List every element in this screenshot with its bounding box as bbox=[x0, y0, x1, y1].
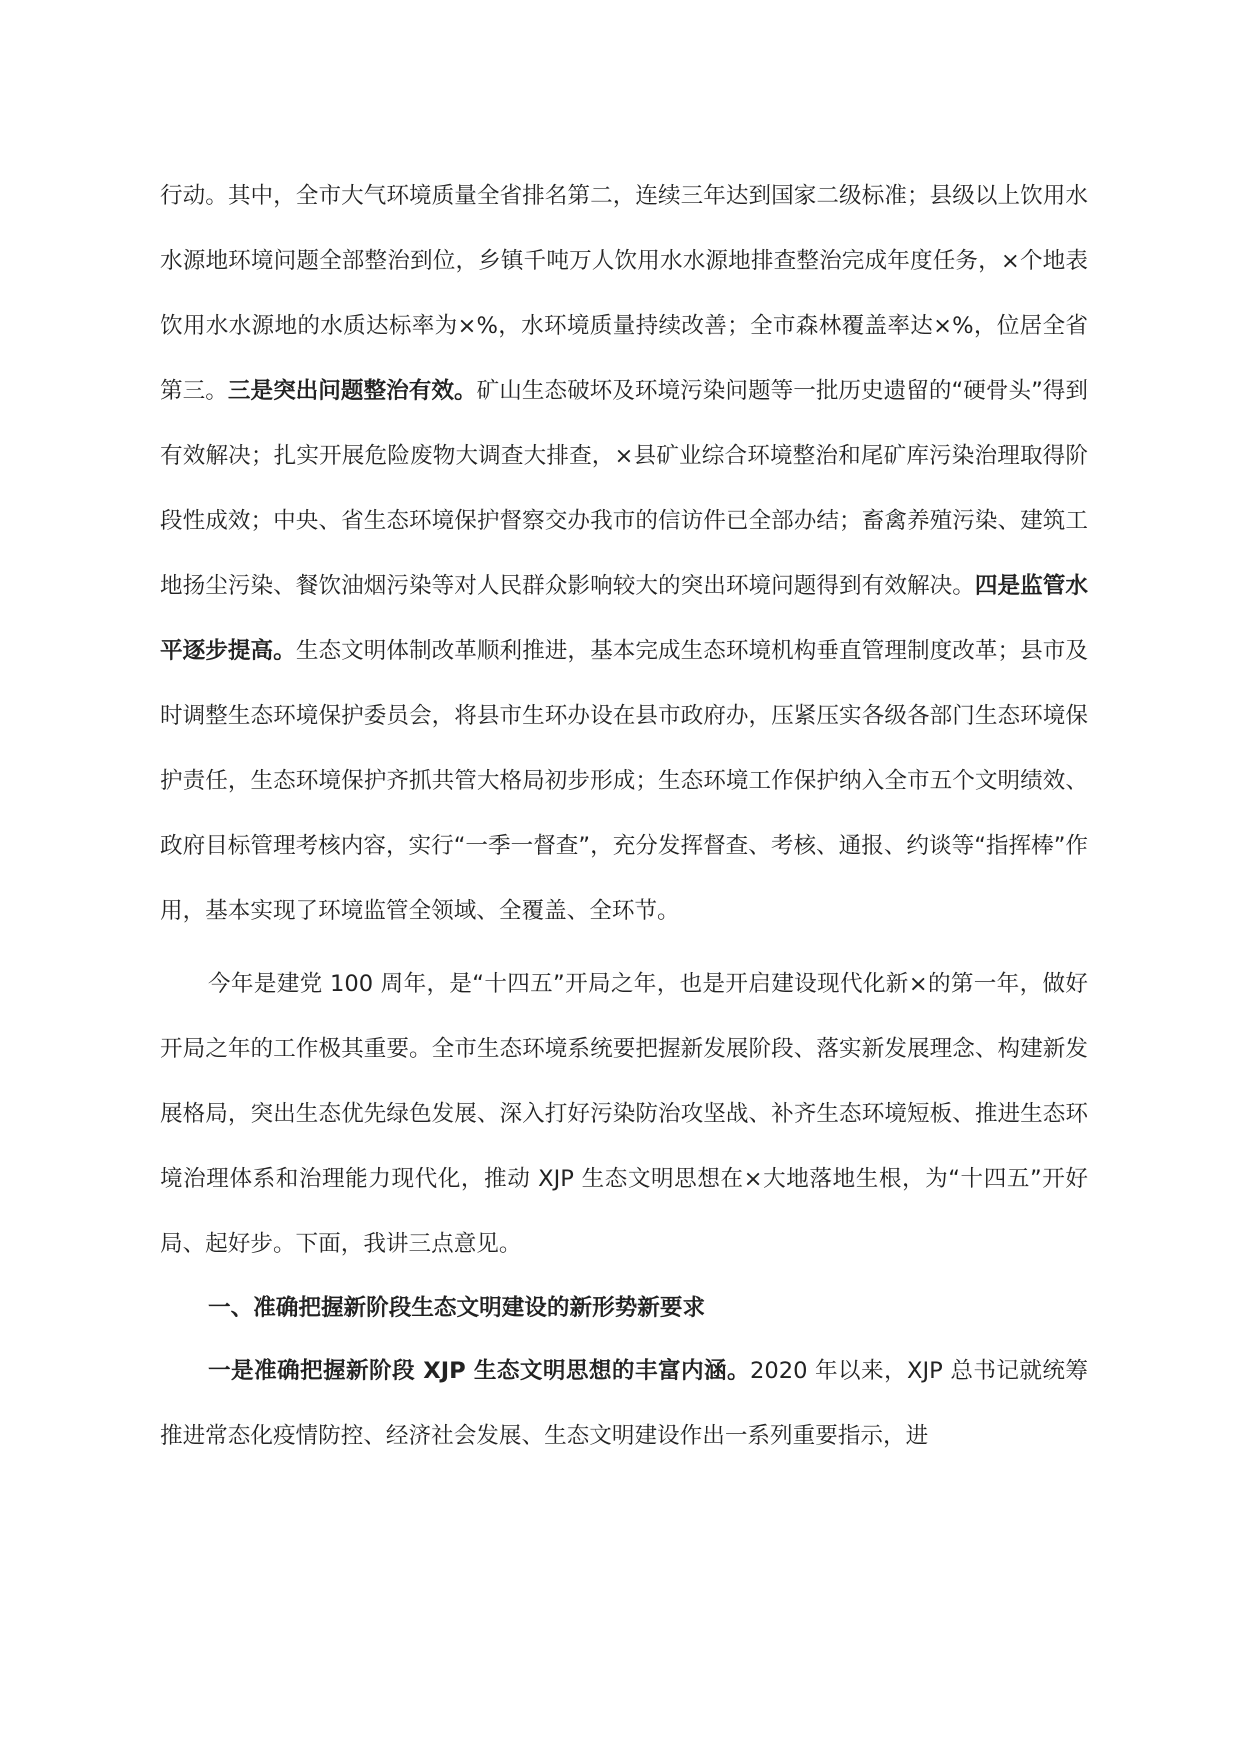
document-page bbox=[160, 164, 1088, 1469]
bold-lead-problem-rectification: 三是突出问题整治有效。 bbox=[227, 378, 477, 404]
bold-lead-understand-thought: 一是准确把握新阶段 XJP 生态文明思想的丰富内涵。 bbox=[208, 1358, 750, 1384]
paragraph-text: 2020 年以来，XJP 总书记就统筹推进常态化疫情防控、经济社会发展、生态文明建设作出一系列重要指示，进 bbox=[160, 1358, 1088, 1449]
paragraph-section-1-point-1 bbox=[160, 1339, 1088, 1469]
paragraph-progress-summary bbox=[160, 164, 1088, 944]
paragraph-text: 生态文明体制改革顺利推进，基本完成生态环境机构垂直管理制度改革；县市及时调整生态环境保护委员会，将县市生环办设在县市政府办，压紧压实各级各部门生态环境保护责任，生态环境保护齐抓共管大格局初步形成；生态环境工作保护纳入全市五个文明绩效、政府目标管理考核内容，实行“一季一督查”，充分发挥督查、考核、通报、约谈等“指挥棒”作用，基本实现了环境监管全领域、全覆盖、全环节。 bbox=[160, 638, 1089, 924]
section-heading-1: 一、准确把握新阶段生态文明建设的新形势新要求 bbox=[208, 1295, 706, 1321]
paragraph-this-year: 今年是建党 100 周年，是“十四五”开局之年，也是开启建设现代化新×的第一年，做好开局之年的工作极其重要。全市生态环境系统要把握新发展阶段、落实新发展理念、构建新发展格局，突出生态优先绿色发展、深入打好污染防治攻坚战、补齐生态环境短板、推进生态环境治理体系和治理能力现代化，推动 XJP 生态文明思想在×大地落地生根，为“十四五”开好局、起好步。下面，我讲三点意见。 bbox=[160, 971, 1088, 1257]
paragraph-text: 矿山生态破坏及环境污染问题等一批历史遗留的“硬骨头”得到有效解决；扎实开展危险废物大调查大排查，×县矿业综合环境整治和尾矿库污染治理取得阶段性成效；中央、省生态环境保护督察交办我市的信访件已全部办结；畜禽养殖污染、建筑工地扬尘污染、餐饮油烟污染等对人民群众影响较大的突出环境问题得到有效解决。 bbox=[160, 378, 1089, 599]
paragraph-text: 行动。其中，全市大气环境质量全省排名第二，连续三年达到国家二级标准；县级以上饮用水水源地环境问题全部整治到位，乡镇千吨万人饮用水水源地排查整治完成年度任务，×个地表饮用水水源地的水质达标率为×%，水环境质量持续改善；全市森林覆盖率达×%，位居全省第三。 bbox=[160, 183, 1088, 404]
bold-lead-supervision-level: 四是监管水平逐步提高。 bbox=[160, 573, 1089, 664]
